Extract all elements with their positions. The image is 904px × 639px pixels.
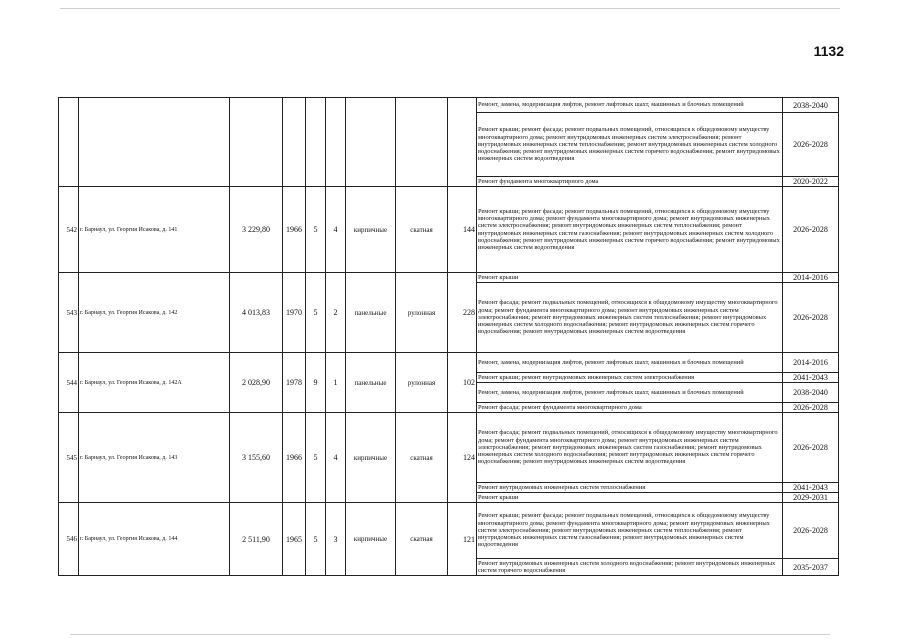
resident-count: 102 — [448, 353, 477, 413]
work-period: 2014-2016 — [783, 273, 839, 283]
build-year: 1966 — [283, 187, 306, 273]
work-period: 2026-2028 — [783, 187, 839, 273]
work-description: Ремонт внутридомовых инженерных систем холодного водоснабжения; ремонт внутридомовых инженерных систем горячего водоснабжения — [477, 559, 783, 576]
work-description: Ремонт крыши; ремонт фасада; ремонт подвальных помещений, относящихся к общедомовому имуществу многоквартирного дома; ремонт фундамента многоквартирного дома; ремонт внутридомовых инженерных систем электроснабжения; ремонт внутридомовых инженерных систем теплоснабжения; ремонт внутридомовых инженерных систем газоснабжения; ремонт внутридомовых инженерных систем водоотведения — [477, 503, 783, 559]
table-row — [59, 98, 839, 113]
building-address: г. Барнаул, ул. Георгия Исакова, д. 142 — [79, 273, 230, 353]
table-row — [59, 187, 839, 273]
wall-material: кирпичные — [346, 413, 396, 503]
entrance-count: 1 — [326, 353, 346, 413]
building-area: 3 155,60 — [230, 413, 283, 503]
entrance-count: 4 — [326, 187, 346, 273]
build-year: 1965 — [283, 503, 306, 576]
work-description: Ремонт фундамента многоквартирного дома — [477, 177, 783, 187]
building-number: 544 — [59, 353, 79, 413]
floor-count: 5 — [306, 413, 326, 503]
work-period: 2041-2043 — [783, 483, 839, 493]
entrance-count: 4 — [326, 413, 346, 503]
entrance-count: 3 — [326, 503, 346, 576]
table-row — [59, 413, 839, 483]
roof-type: скатная — [396, 413, 448, 503]
floor-count: 5 — [306, 503, 326, 576]
roof-type: рулонная — [396, 273, 448, 353]
work-description: Ремонт внутридомовых инженерных систем теплоснабжения — [477, 483, 783, 493]
roof-type: рулонная — [396, 353, 448, 413]
work-period: 2038-2040 — [783, 98, 839, 113]
building-number — [59, 98, 79, 187]
work-period: 2026-2028 — [783, 413, 839, 483]
build-year: 1966 — [283, 413, 306, 503]
building-address: г. Барнаул, ул. Георгия Исакова, д. 144 — [79, 503, 230, 576]
work-description: Ремонт фасада; ремонт подвальных помещений, относящихся к общедомовому имуществу многоквартирного дома; ремонт фундамента многоквартирного дома; ремонт внутридомовых инженерных систем электроснабжения; ремонт внутридомовых инженерных систем теплоснабжения; ремонт внутридомовых инженерных систем холодного водоснабжения; ремонт внутридомовых инженерных систем горячего водоснабжения; ремонт внутридомовых инженерных систем водоотведения — [477, 283, 783, 353]
work-period: 2026-2028 — [783, 283, 839, 353]
page-number: 1132 — [813, 43, 844, 59]
work-period: 2026-2028 — [783, 403, 839, 413]
work-description: Ремонт, замена, модернизация лифтов, ремонт лифтовых шахт, машинных и блочных помещений — [477, 383, 783, 403]
work-description: Ремонт, замена, модернизация лифтов, ремонт лифтовых шахт, машинных и блочных помещений — [477, 98, 783, 113]
building-number: 542 — [59, 187, 79, 273]
building-number: 543 — [59, 273, 79, 353]
resident-count: 121 — [448, 503, 477, 576]
work-description: Ремонт крыши; ремонт фасада; ремонт подвальных помещений, относящихся к общедомовому имуществу многоквартирного дома; ремонт фундамента многоквартирного дома; ремонт внутридомовых инженерных систем электроснабжения; ремонт внутридомовых инженерных систем теплоснабжения; ремонт внутридомовых инженерных систем газоснабжения; ремонт внутридомовых инженерных систем холодного водоснабжения; ремонт внутридомовых инженерных систем горячего водоснабжения; ремонт внутридомовых инженерных систем водоотведения — [477, 187, 783, 273]
building-area: 3 229,80 — [230, 187, 283, 273]
work-description: Ремонт фасада; ремонт подвальных помещений, относящихся к общедомовому имуществу многоквартирного дома; ремонт фундамента многоквартирного дома; ремонт внутридомовых инженерных систем электроснабжения; ремонт внутридомовых инженерных систем газоснабжения; ремонт внутридомовых инженерных систем холодного водоснабжения; ремонт внутридомовых инженерных систем горячего водоснабжения; ремонт внутридомовых инженерных систем водоотведения — [477, 413, 783, 483]
wall-material: панельные — [346, 273, 396, 353]
resident-count: 144 — [448, 187, 477, 273]
work-period: 2026-2028 — [783, 503, 839, 559]
wall-material: панельные — [346, 353, 396, 413]
floor-count — [306, 98, 326, 187]
resident-count: 228 — [448, 273, 477, 353]
entrance-count: 2 — [326, 273, 346, 353]
table-row — [59, 503, 839, 559]
building-address — [79, 98, 230, 187]
work-period: 2020-2022 — [783, 177, 839, 187]
roof-type: скатная — [396, 503, 448, 576]
resident-count: 124 — [448, 413, 477, 503]
building-address: г. Барнаул, ул. Георгия Исакова, д. 141 — [79, 187, 230, 273]
table-row — [59, 353, 839, 373]
capital-repair-table — [58, 97, 839, 576]
roof-type — [396, 98, 448, 187]
floor-count: 5 — [306, 187, 326, 273]
building-area — [230, 98, 283, 187]
build-year: 1970 — [283, 273, 306, 353]
wall-material: кирпичные — [346, 187, 396, 273]
roof-type: скатная — [396, 187, 448, 273]
scan-top-line — [60, 8, 840, 9]
work-period: 2014-2016 — [783, 353, 839, 373]
table-row — [59, 273, 839, 283]
building-number: 546 — [59, 503, 79, 576]
floor-count: 9 — [306, 353, 326, 413]
work-description: Ремонт крыши; ремонт фасада; ремонт подвальных помещений, относящихся к общедомовому имуществу многоквартирного дома; ремонт внутридомовых инженерных систем электроснабжения; ремонт внутридомовых инженерных систем теплоснабжения; ремонт внутридомовых инженерных систем холодного водоснабжения; ремонт внутридомовых инженерных систем горячего водоснабжения; ремонт внутридомовых инженерных систем водоотведения — [477, 113, 783, 177]
work-description: Ремонт крыши; ремонт внутридомовых инженерных систем электроснабжения — [477, 373, 783, 383]
work-period: 2038-2040 — [783, 383, 839, 403]
work-period: 2041-2043 — [783, 373, 839, 383]
building-area: 4 013,83 — [230, 273, 283, 353]
build-year — [283, 98, 306, 187]
build-year: 1978 — [283, 353, 306, 413]
floor-count: 5 — [306, 273, 326, 353]
building-address: г. Барнаул, ул. Георгия Исакова, д. 142А — [79, 353, 230, 413]
work-description: Ремонт крыши — [477, 273, 783, 283]
work-period: 2029-2031 — [783, 493, 839, 503]
entrance-count — [326, 98, 346, 187]
building-area: 2 028,90 — [230, 353, 283, 413]
work-description: Ремонт крыши — [477, 493, 783, 503]
resident-count — [448, 98, 477, 187]
work-description: Ремонт, замена, модернизация лифтов, ремонт лифтовых шахт, машинных и блочных помещений — [477, 353, 783, 373]
work-period: 2026-2028 — [783, 113, 839, 177]
work-period: 2035-2037 — [783, 559, 839, 576]
wall-material — [346, 98, 396, 187]
building-number: 545 — [59, 413, 79, 503]
wall-material: кирпичные — [346, 503, 396, 576]
building-area: 2 511,90 — [230, 503, 283, 576]
building-address: г. Барнаул, ул. Георгия Исакова, д. 143 — [79, 413, 230, 503]
scan-bottom-line — [70, 634, 830, 635]
work-description: Ремонт фасада; ремонт фундамента многоквартирного дома — [477, 403, 783, 413]
